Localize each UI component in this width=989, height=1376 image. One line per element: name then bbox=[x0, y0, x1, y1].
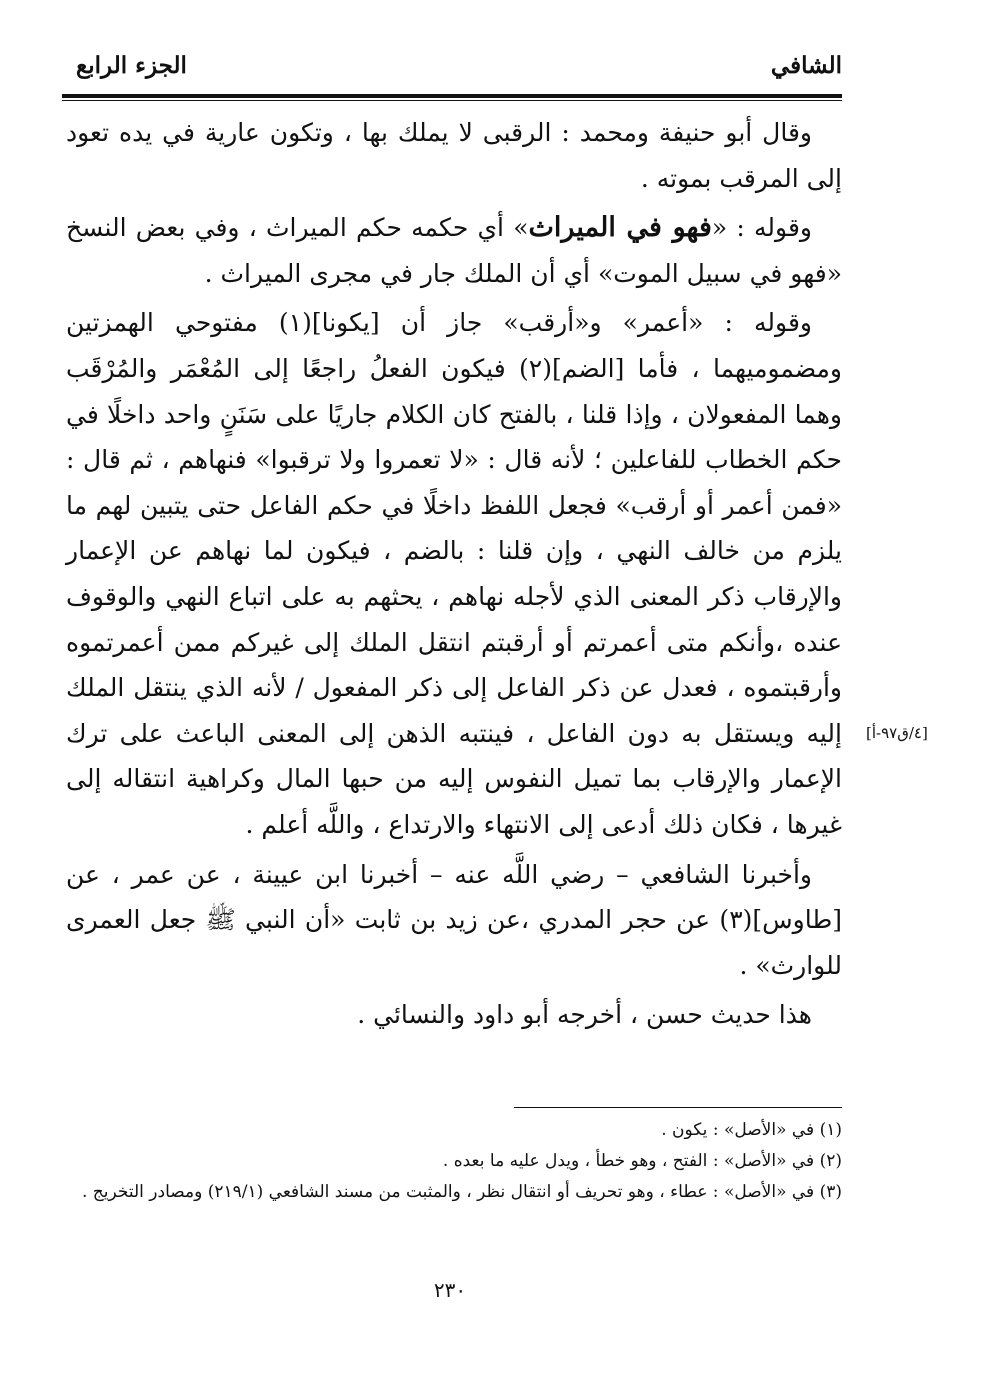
volume-title: الجزء الرابع bbox=[76, 52, 187, 79]
paragraph-3: وقوله : «أعمر» و«أرقب» جاز أن [يكونا](١) مفتوحي الهمزتين ومضموميهما ، فأما [الضم](٢) فيكون الفعلُ راجعًا إلى المُعْمَر والمُرْقَب وهما المفعولان ، وإذا قلنا ، بالفتح كان الكلام جاريًا على سَنَنٍ واحد داخلًا في حكم الخطاب للفاعلين ؛ لأنه قال : «لا تعمروا ولا ترقبوا» فنهاهم ، ثم قال : «فمن أعمر أو أرقب» فجعل اللفظ داخلًا في حكم الفاعل حتى يتبين لهم ما يلزم من خالف النهي ، وإن قلنا : بالضم ، فيكون لما نهاهم عن الإعمار والإرقاب ذكر المعنى الذي لأجله نهاهم ، يحثهم به على اتباع النهي والوقوف عنده ،وأنكم متى أعمرتم أو أرقبتم انتقل الملك إلى غيركم ممن أعمرتموه وأرقبتموه ، فعدل عن ذكر الفاعل إلى ذكر المفعول / لأنه الذي ينتقل الملك إليه ويستقل به دون الفاعل ، فينتبه الذهن إلى المعنى الباعث على ترك الإعمار والإرقاب بما تميل النفوس إليه من حبها المال وكراهية انتقاله إلى غيرها ، فكان ذلك أدعى إلى الانتهاء والارتداع ، واللَّه أعلم . bbox=[66, 308, 842, 839]
footnote-3: (٣) في «الأصل» : عطاء ، وهو تحريف أو انتقال نظر ، والمثبت من مسند الشافعي (٢١٩/١) ومصادر التخريج . bbox=[81, 1182, 842, 1202]
paragraph-2-rest: » أي حكمه حكم الميراث ، وفي بعض النسخ «فهو في سبيل الموت» أي أن الملك جار في مجرى الميراث . bbox=[66, 213, 842, 288]
running-header bbox=[62, 48, 842, 92]
page-number: ٢٣٠ bbox=[433, 1278, 467, 1302]
footnote-1: (١) في «الأصل» : يكون . bbox=[661, 1120, 842, 1140]
paragraph-2 bbox=[66, 205, 842, 296]
header-rule bbox=[62, 94, 842, 98]
footnote-separator bbox=[514, 1107, 842, 1108]
paragraph-1: وقال أبو حنيفة ومحمد : الرقبى لا يملك بها ، وتكون عارية في يده تعود إلى المرقب بموته . bbox=[66, 118, 842, 193]
paragraph-2-start: وقوله : « bbox=[711, 213, 812, 243]
footnotes bbox=[66, 1116, 842, 1209]
book-title: الشافي bbox=[770, 52, 842, 79]
paragraph-4: وأخبرنا الشافعي – رضي اللَّه عنه – أخبرنا ابن عيينة ، عن عمر ، عن [طاوس](٣) عن حجر المدري ،عن زيد بن ثابت «أن النبي ﷺ جعل العمرى للوارث» . bbox=[66, 859, 842, 980]
footnote-2: (٢) في «الأصل» : الفتح ، وهو خطأ ، ويدل عليه ما بعده . bbox=[442, 1151, 842, 1171]
quoted-phrase: فهو في الميراث bbox=[528, 212, 712, 244]
main-text bbox=[66, 110, 842, 1038]
paragraph-5: هذا حديث حسن ، أخرجه أبو داود والنسائي . bbox=[357, 1000, 812, 1030]
manuscript-folio-note: [٤/ق٩٧-أ] bbox=[866, 724, 928, 742]
header-rule-thin bbox=[62, 100, 842, 101]
